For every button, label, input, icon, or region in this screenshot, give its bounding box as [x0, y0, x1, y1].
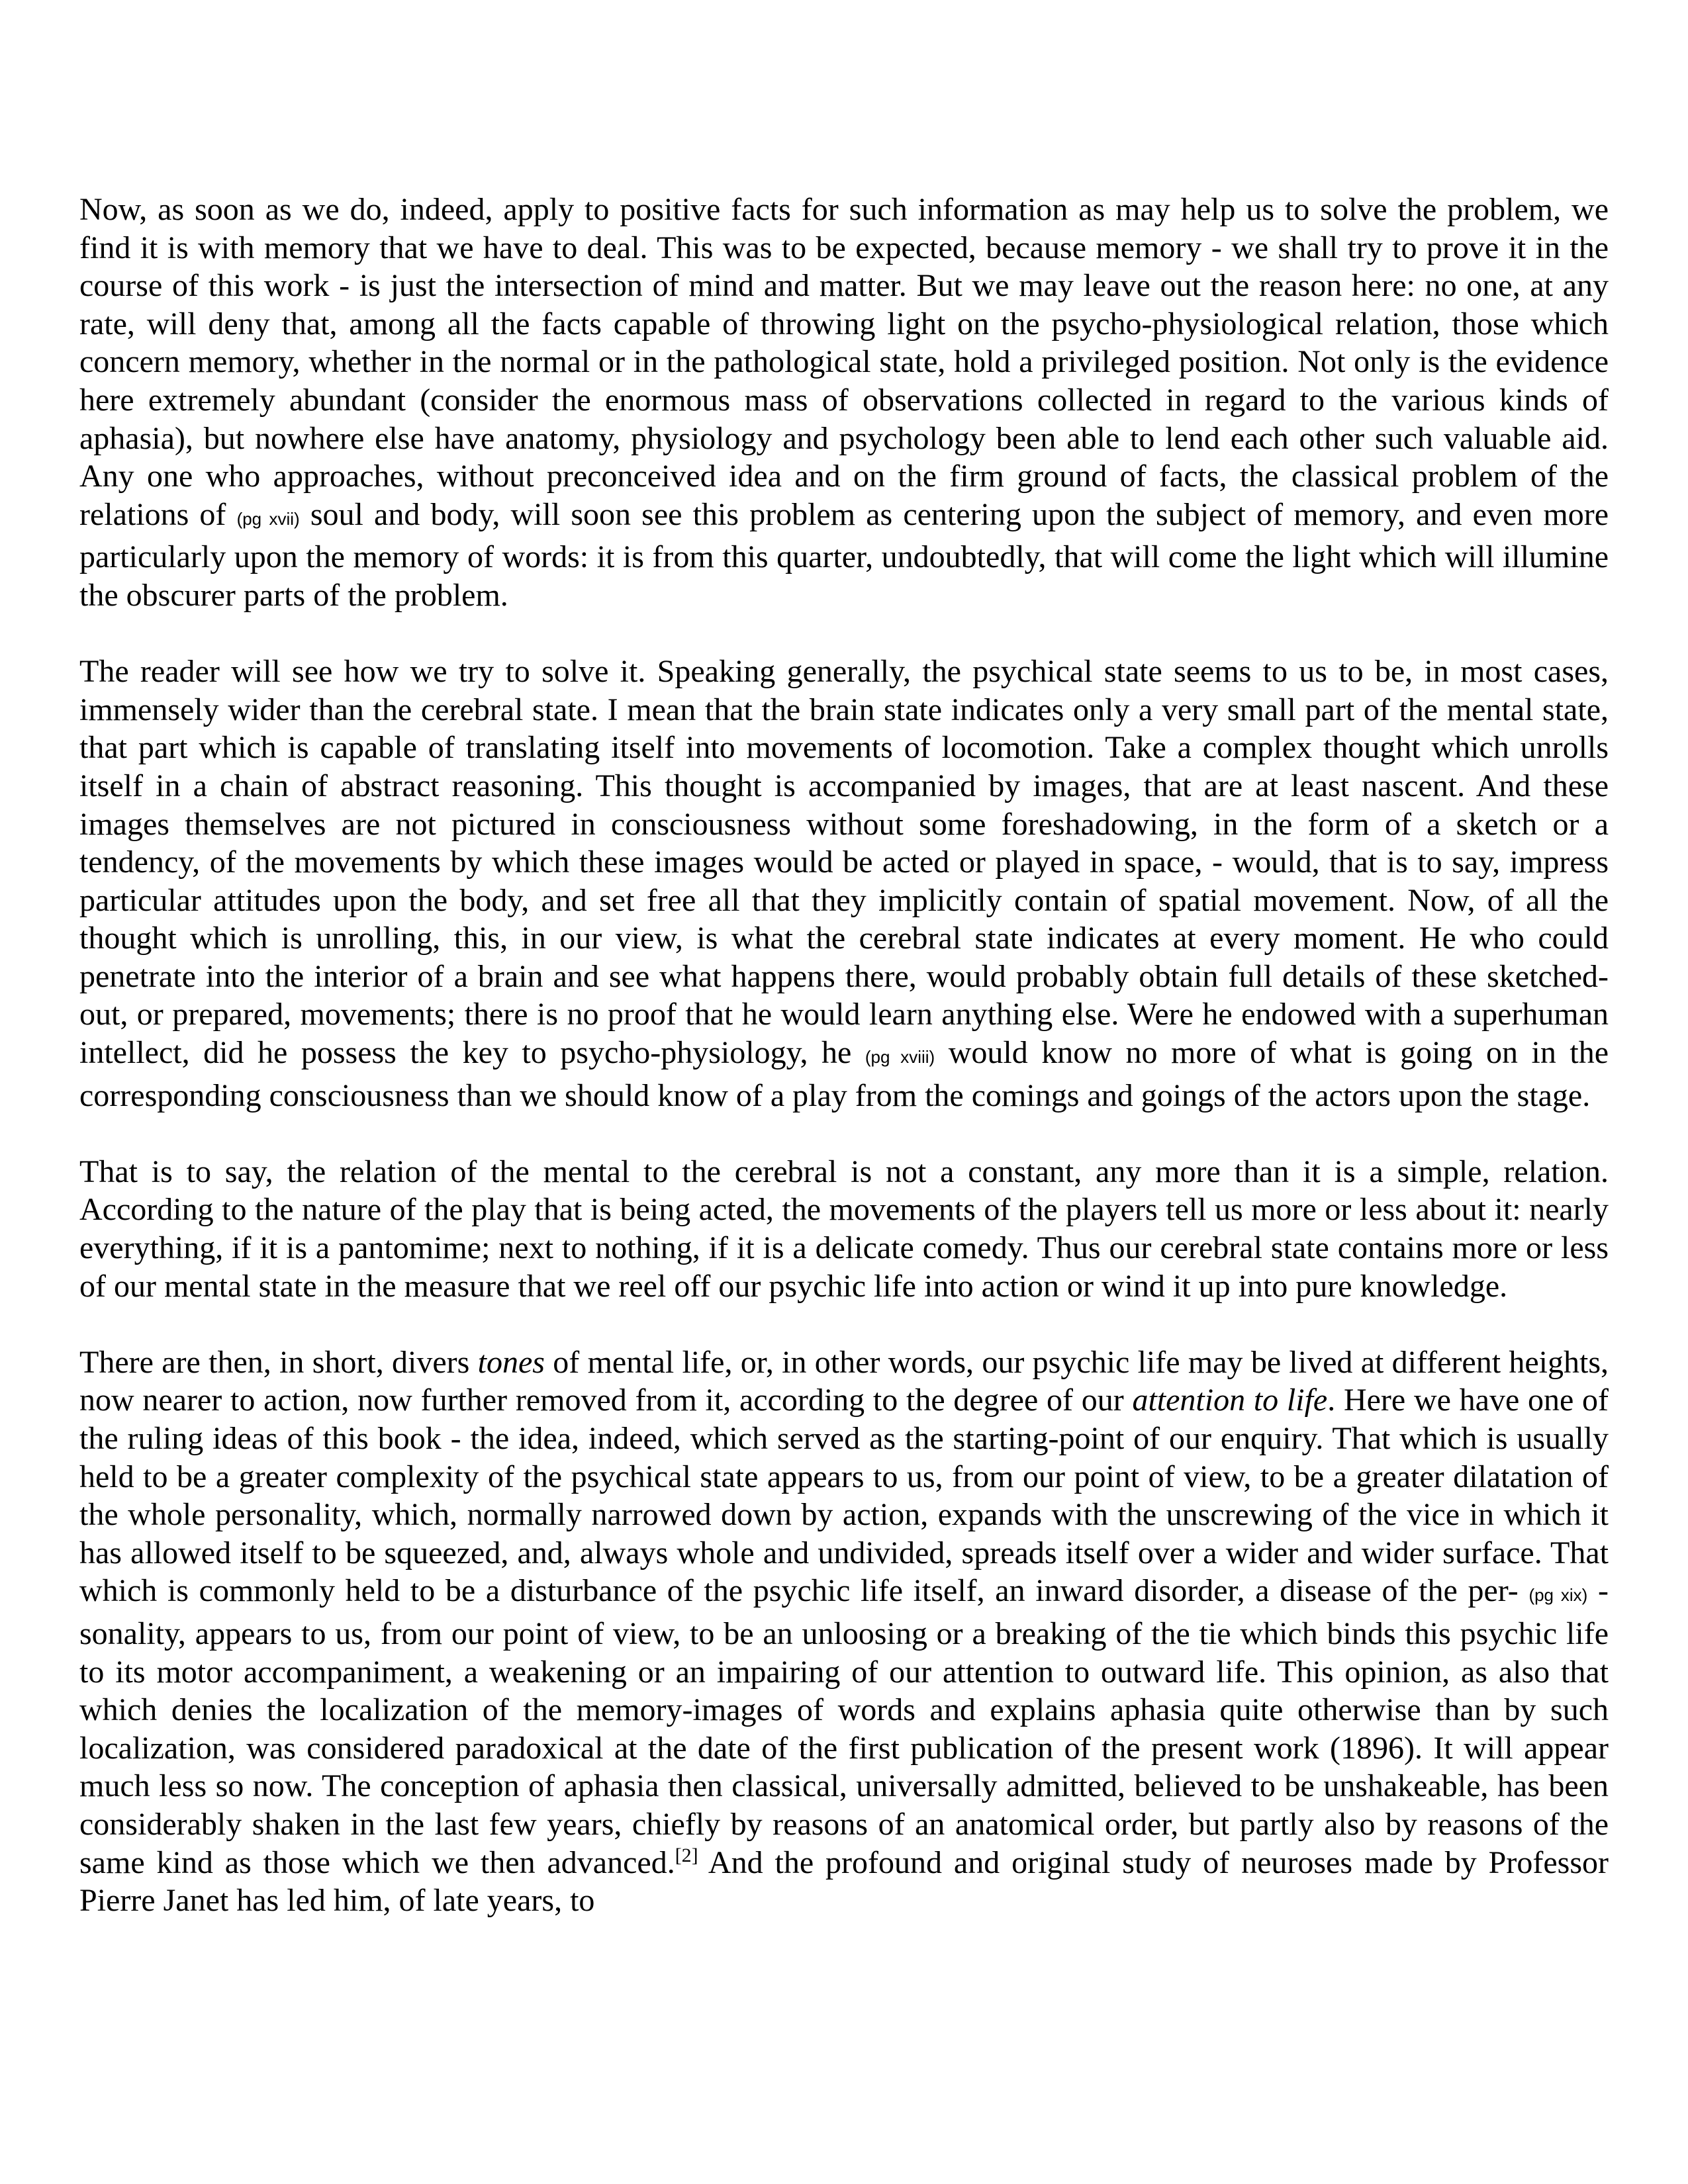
- page-marker-xix: (pg xix): [1528, 1585, 1588, 1606]
- paragraph-3: [79, 1153, 1609, 1305]
- emphasis-tones: tones: [477, 1344, 545, 1380]
- paragraph-1-text-a: Now, as soon as we do, indeed, apply to positive facts for such information as may help us to solve the problem, we find it is with memory that we have to deal. This was to be expected, because memory - we shall try to prove it in the course of this work - is just the intersection of mind and matter. But we may leave out the reason here: no one, at any rate, will deny that, among all the facts capable of throwing light on the psycho-physiological relation, those which concern memory, whether in the normal or in the pathological state, hold a privileged position. Not only is the evidence here extremely abundant (consider the enormous mass of observations collected in regard to the various kinds of aphasia), but nowhere else have anatomy, physiology and psychology been able to lend each other such valuable aid. Any one who approaches, without preconceived idea and on the firm ground of facts, the classical problem of the relations of: [79, 192, 1609, 532]
- paragraph-3-text: That is to say, the relation of the mental to the cerebral is not a constant, any more than it is a simple, relation. According to the nature of the play that is being acted, the movements of the players tell us more or less about it: nearly everything, if it is a pantomime; next to nothing, if it is a delicate comedy. Thus our cerebral state contains more or less of our mental state in the measure that we reel off our psychic life into action or wind it up into pure knowledge.: [79, 1154, 1609, 1304]
- document-page: [79, 191, 1609, 1920]
- paragraph-2: [79, 653, 1609, 1115]
- page-marker-xvii: (pg xvii): [236, 508, 300, 529]
- paragraph-1: [79, 191, 1609, 615]
- paragraph-4-text-a: There are then, in short, divers: [79, 1344, 478, 1380]
- paragraph-2-text-a: The reader will see how we try to solve it. Speaking generally, the psychical state seems to us to be, in most cases, immensely wider than the cerebral state. I mean that the brain state indicates only a very small part of the mental state, that part which is capable of translating itself into movements of locomotion. Take a complex thought which unrolls itself in a chain of abstract reasoning. This thought is accompanied by images, that are at least nascent. And these images themselves are not pictured in consciousness without some foreshadowing, in the form of a sketch or a tendency, of the movements by which these images would be acted or played in space, - would, that is to say, impress particular attitudes upon the body, and set free all that they implicitly contain of spatial movement. Now, of all the thought which is unrolling, this, in our view, is what the cerebral state indicates at every moment. He who could penetrate into the interior of a brain and see what happens there, would probably obtain full details of these sketched-out, or prepared, movements; there is no proof that he would learn anything else. Were he endowed with a superhuman intellect, did he possess the key to psycho-physiology, he: [79, 654, 1609, 1071]
- paragraph-1-text-b: soul and body, will soon see this problem as centering upon the subject of memory, and even more particularly upon the memory of words: it is from this quarter, undoubtedly, that will come the light which will illumine the obscurer parts of the problem.: [79, 496, 1609, 613]
- paragraph-2-text-b: would know no more of what is going on in the corresponding consciousness than we should know of a play from the comings and goings of the actors upon the stage.: [79, 1035, 1609, 1113]
- paragraph-4-text-c: . Here we have one of the ruling ideas of this book - the idea, indeed, which served as the starting-point of our enquiry. That which is usually held to be a greater complexity of the psychical state appears to us, from our point of view, to be a greater dilatation of the whole personality, which, normally narrowed down by action, expands with the unscrewing of the vice in which it has allowed itself to be squeezed, and, always whole and undivided, spreads itself over a wider and wider surface. That which is commonly held to be a disturbance of the psychic life itself, an inward disorder, a disease of the per-: [79, 1383, 1609, 1609]
- page-marker-xviii: (pg xviii): [865, 1047, 935, 1068]
- paragraph-4: [79, 1343, 1609, 1920]
- emphasis-attention-to-life: attention to life: [1132, 1383, 1328, 1418]
- footnote-ref-2[interactable]: [2]: [675, 1844, 698, 1866]
- paragraph-4-text-b: of mental life, or, in other words, our psychic life may be lived at different heights, now nearer to action, now further removed from it, according to the degree of our: [79, 1344, 1609, 1418]
- paragraph-4-text-e: And the profound and original study of neuroses made by Professor Pierre Janet has led him, of late years, to: [79, 1844, 1609, 1919]
- paragraph-4-text-d: -sonality, appears to us, from our point of view, to be an unloosing or a breaking of the tie which binds this psychic life to its motor accompaniment, a weakening or an impairing of our attention to outward life. This opinion, as also that which denies the localization of the memory-images of words and explains aphasia quite otherwise than by such localization, was considered paradoxical at the date of the first publication of the present work (1896). It will appear much less so now. The conception of aphasia then classical, universally admitted, believed to be unshakeable, has been considerably shaken in the last few years, chiefly by reasons of an anatomical order, but partly also by reasons of the same kind as those which we then advanced.: [79, 1573, 1609, 1880]
